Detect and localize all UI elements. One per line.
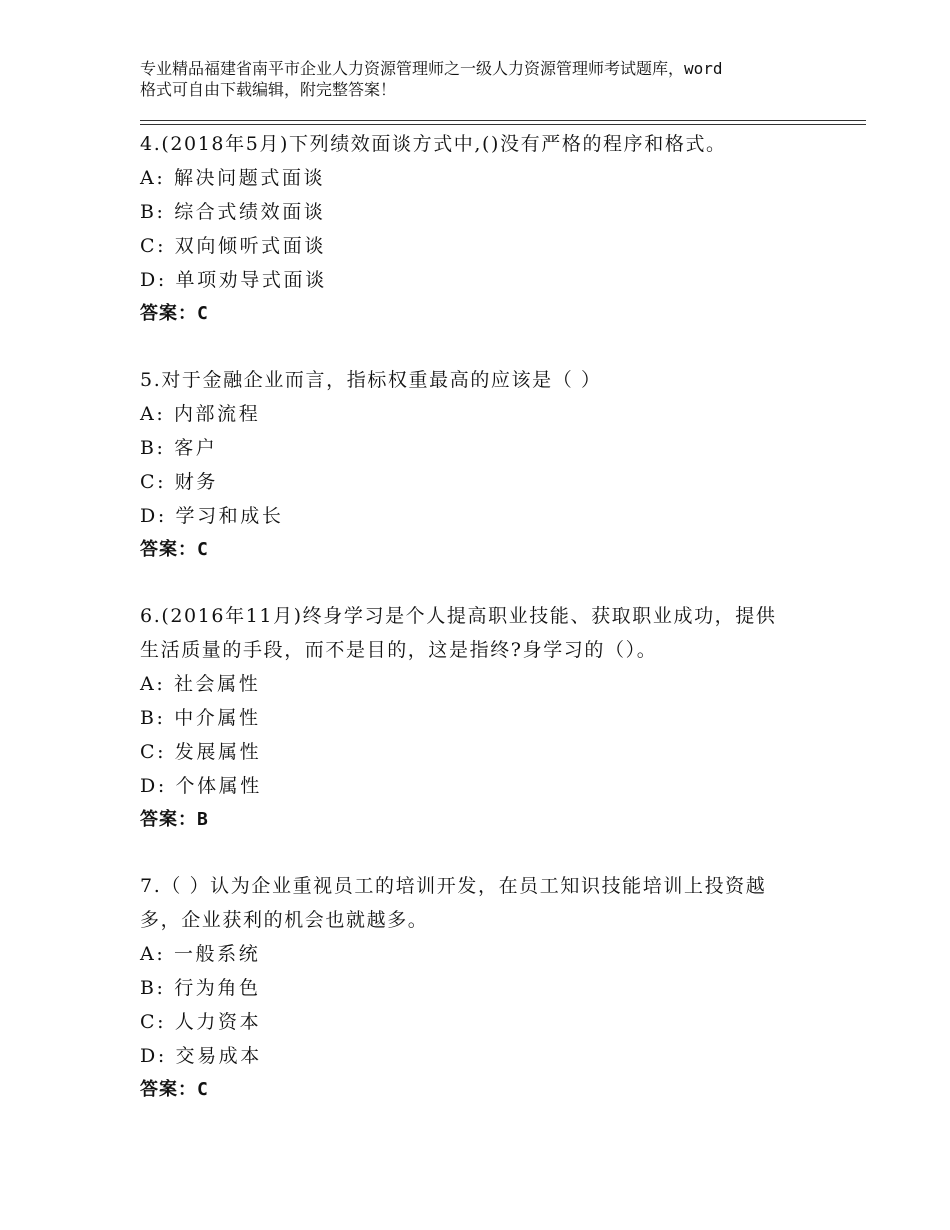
- question-list: [140, 127, 820, 1139]
- answer-label: 答案：: [140, 539, 197, 560]
- header-divider-bottom: [140, 124, 866, 125]
- header-divider-top: [140, 120, 866, 121]
- answer-label: 答案：: [140, 303, 197, 324]
- option-b: B: 客户: [140, 437, 218, 459]
- option-d: D: 学习和成长: [140, 505, 284, 527]
- answer-label: 答案：: [140, 1079, 197, 1100]
- answer-line: [140, 803, 820, 837]
- answer-value: C: [197, 539, 209, 560]
- option-a: A: 一般系统: [140, 943, 261, 965]
- header-line-2: 格式可自由下载编辑，附完整答案！: [140, 80, 397, 99]
- option-d: D: 个体属性: [140, 775, 262, 797]
- question-stem-line-2: 多，企业获利的机会也就越多。: [140, 909, 429, 931]
- option-d: D: 交易成本: [140, 1045, 262, 1067]
- option-a: A: 内部流程: [140, 403, 261, 425]
- question-7: [140, 869, 820, 1107]
- option-c: C: 双向倾听式面谈: [140, 235, 326, 257]
- question-stem-line-1: 6.(2016年11月)终身学习是个人提高职业技能、获取职业成功，提供: [140, 605, 777, 627]
- question-stem-line-2: 生活质量的手段，而不是目的，这是指终?身学习的（）。: [140, 639, 658, 661]
- option-c: C: 发展属性: [140, 741, 262, 763]
- option-a: A: 解决问题式面谈: [140, 167, 326, 189]
- option-c: C: 人力资本: [140, 1011, 262, 1033]
- option-d: D: 单项劝导式面谈: [140, 269, 327, 291]
- answer-value: C: [197, 1079, 209, 1100]
- option-b: B: 行为角色: [140, 977, 261, 999]
- question-stem: 4.(2018年5月)下列绩效面谈方式中,()没有严格的程序和格式。: [140, 133, 727, 155]
- option-a: A: 社会属性: [140, 673, 261, 695]
- answer-line: [140, 297, 820, 331]
- option-b: B: 中介属性: [140, 707, 261, 729]
- answer-value: C: [197, 303, 209, 324]
- question-5: [140, 363, 820, 567]
- answer-label: 答案：: [140, 809, 197, 830]
- option-c: C: 财务: [140, 471, 218, 493]
- question-stem: 5.对于金融企业而言，指标权重最高的应该是（ ）: [140, 369, 602, 391]
- question-4: [140, 127, 820, 331]
- answer-line: [140, 1073, 820, 1107]
- option-b: B: 综合式绩效面谈: [140, 201, 326, 223]
- question-stem-line-1: 7.（ ）认为企业重视员工的培训开发，在员工知识技能培训上投资越: [140, 875, 767, 897]
- question-6: [140, 599, 820, 837]
- answer-line: [140, 533, 820, 567]
- header-line-1: 专业精品福建省南平市企业人力资源管理师之一级人力资源管理师考试题库，word: [140, 59, 723, 78]
- document-header: [140, 58, 840, 100]
- answer-value: B: [197, 809, 209, 830]
